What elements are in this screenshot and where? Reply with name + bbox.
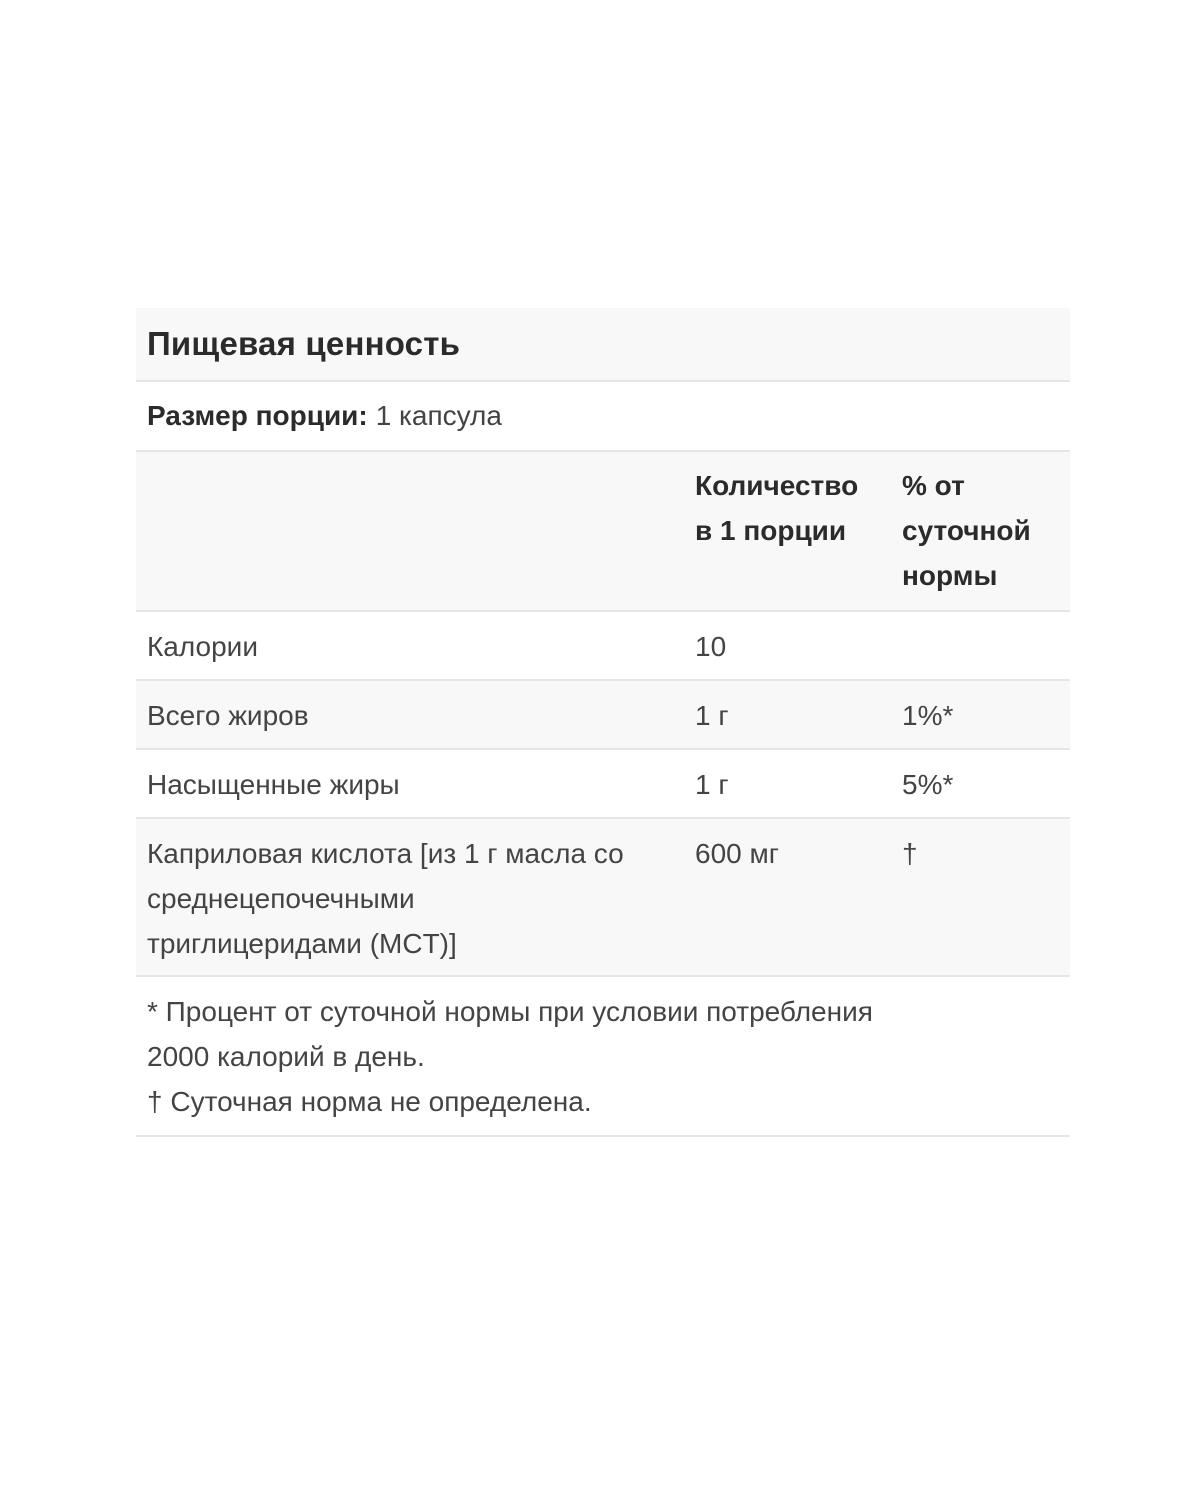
header-daily-value-cell [902, 463, 1070, 610]
nutrient-amount: 10 [695, 631, 727, 662]
nutrient-name-line2: среднецепочечными [147, 883, 415, 914]
header-name-cell [136, 463, 695, 610]
nutrient-name-line3: триглицеридами (MCT)] [147, 928, 457, 959]
table-row [136, 819, 1070, 977]
nutrient-name: Всего жиров [147, 700, 309, 731]
nutrient-daily-value [902, 624, 1070, 679]
header-dv-line1: % от [902, 470, 965, 501]
serving-size-row [136, 382, 1070, 452]
header-dv-line2: суточной [902, 515, 1031, 546]
column-header-row [136, 452, 1070, 612]
nutrient-name-line1: Каприловая кислота [из 1 г масла со [147, 838, 624, 869]
footnote-line1: * Процент от суточной нормы при условии потребления [147, 996, 873, 1027]
nutrient-daily-value: 5%* [902, 769, 954, 800]
table-row [136, 612, 1070, 681]
nutrient-amount: 1 г [695, 700, 729, 731]
nutrient-name [136, 831, 695, 975]
title-row [136, 308, 1070, 382]
table-row [136, 681, 1070, 750]
nutrient-name: Насыщенные жиры [147, 769, 400, 800]
nutrition-facts-table [136, 308, 1070, 1137]
nutrient-daily-value: 1%* [902, 700, 954, 731]
nutrient-amount: 600 мг [695, 838, 779, 869]
header-amount-line1: Количество [695, 470, 859, 501]
footnote-line2: 2000 калорий в день. [147, 1041, 425, 1072]
header-dv-line3: нормы [902, 560, 998, 591]
table-row [136, 750, 1070, 819]
nutrient-amount: 1 г [695, 769, 729, 800]
nutrient-name: Калории [147, 631, 258, 662]
footnote-line3: † Суточная норма не определена. [147, 1086, 592, 1117]
footnotes [136, 977, 1070, 1137]
nutrient-daily-value: † [902, 838, 918, 869]
table-title: Пищевая ценность [147, 325, 461, 362]
serving-size-value: 1 капсула [375, 400, 502, 431]
header-amount-line2: в 1 порции [695, 515, 847, 546]
serving-size-label: Размер порции: [147, 400, 368, 431]
header-amount-cell [695, 463, 902, 610]
